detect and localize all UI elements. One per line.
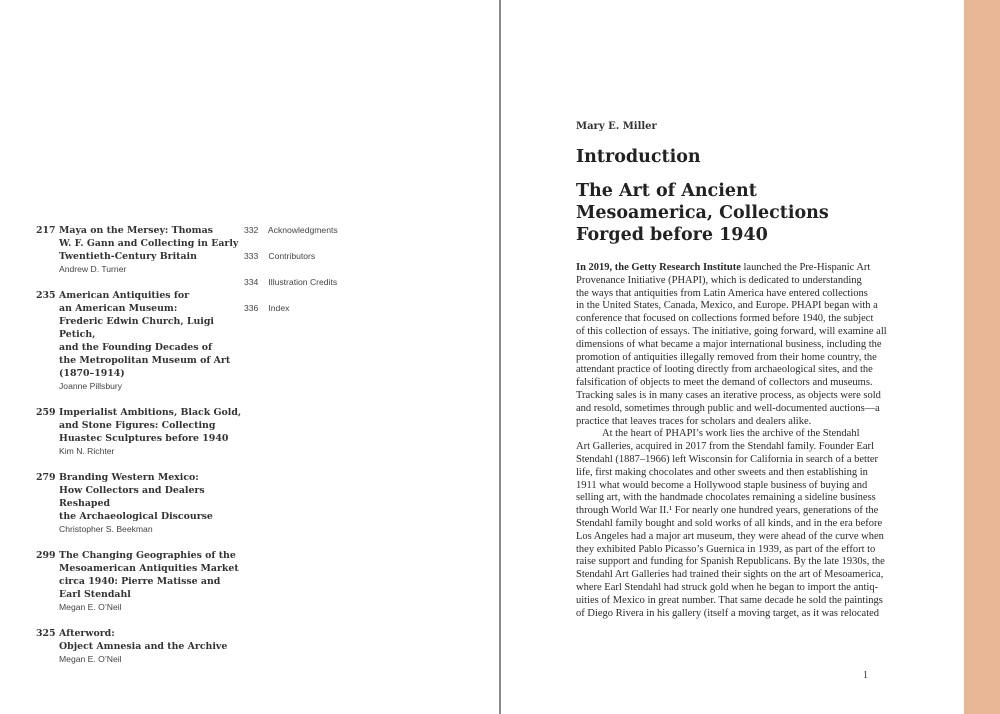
toc-page-number: 325 — [36, 628, 56, 639]
toc-chapter-title: Branding Western Mexico: How Collectors and Dealers Reshaped the Archaeological Discourse — [59, 472, 213, 522]
toc-page-number: 259 — [36, 407, 56, 418]
toc-chapter-author: Christopher S. Beekman — [59, 524, 153, 534]
toc-chapter-author: Joanne Pillsbury — [59, 381, 123, 391]
toc-back-label: Index — [268, 303, 290, 313]
lead-in-text: In 2019, the Getty Research Institute — [576, 262, 741, 273]
body-line: in the United States, Canada, Mexico, and Europe. PHAPI began with a — [576, 300, 878, 312]
toc-back-label: Acknowledgments — [267, 225, 338, 235]
toc-chapter-author: Kim N. Richter — [59, 446, 115, 456]
body-line: attendant practice of looting directly from archaeological sites, and the — [576, 364, 873, 376]
body-line: Provenance Initiative (PHAPI), which is dedicated to understanding — [576, 274, 862, 286]
toc-entry[interactable] — [36, 289, 246, 392]
body-line: Los Angeles had a major art museum, they were ahead of the curve when — [576, 530, 884, 542]
toc-page-number: 279 — [36, 472, 56, 483]
toc-back-label: Illustration Credits — [268, 277, 338, 287]
table-of-contents — [36, 224, 246, 679]
body-line: practice that leaves traces for scholars and dealers alike. — [576, 415, 812, 427]
body-line: where Earl Stendahl had struck gold when he began to import the antiq- — [576, 581, 879, 593]
right-page — [501, 0, 964, 714]
toc-page-number: 333 — [244, 251, 259, 261]
body-line: Tracking sales is in many cases an iterative process, as objects were sold — [576, 389, 881, 401]
body-line: of Diego Rivera in his gallery (itself a moving target, as it was relocated — [576, 607, 880, 619]
left-page — [0, 0, 499, 714]
toc-chapter-title: Maya on the Mersey: Thomas W. F. Gann and Collecting in Early Twentieth-Century Britain — [59, 225, 239, 262]
body-line: promotion of antiquities illegally removed from their home country, the — [576, 351, 877, 363]
toc-chapter-author: Andrew D. Turner — [59, 264, 127, 274]
chapter-subheading: The Art of Ancient Mesoamerica, Collections Forged before 1940 — [576, 181, 829, 245]
toc-entry[interactable] — [36, 406, 246, 457]
toc-chapter-title: Imperialist Ambitions, Black Gold, and Stone Figures: Collecting Huastec Sculptures before 1940 — [59, 407, 242, 444]
toc-chapter-title: American Antiquities for an American Museum: Frederic Edwin Church, Luigi Petich, and the Founding Decades of the Metropolitan Museum of Art (1870–1914) — [59, 290, 231, 379]
chapter-heading: Introduction — [576, 147, 701, 167]
toc-back-entry[interactable] — [244, 250, 364, 276]
toc-entry[interactable] — [36, 224, 246, 275]
toc-page-number: 336 — [244, 303, 259, 313]
body-line: selling art, with the handmade chocolates remaining a sideline business — [576, 492, 876, 504]
chapter-body-text — [576, 262, 887, 620]
body-line: through World War II.¹ For nearly one hundred years, generations of the — [576, 505, 879, 517]
body-line: and resold, sometimes through public and well-documented auctions—a — [576, 402, 880, 414]
toc-back-label: Contributors — [268, 251, 316, 261]
page-number: 1 — [863, 670, 868, 681]
toc-page-number: 235 — [36, 290, 56, 301]
body-line: In 2019, the Getty Research Institute launched the Pre-Hispanic Art — [576, 262, 871, 273]
toc-back-matter — [244, 224, 364, 328]
body-line: uities of Mexico in great number. That same decade he sold the paintings — [576, 594, 883, 606]
body-line: they exhibited Pablo Picasso’s Guernica in 1939, as part of the effort to — [576, 543, 876, 555]
body-line: Stendahl Art Galleries had trained their sights on the art of Mesoamerica, — [576, 569, 884, 581]
body-line: dimensions of what became a major international business, including the — [576, 338, 882, 350]
body-line: falsification of objects to meet the demand of collectors and museums. — [576, 377, 873, 389]
toc-page-number: 299 — [36, 550, 56, 561]
toc-chapter-author: Megan E. O’Neil — [59, 602, 122, 612]
body-line: Stendahl (1887–1966) left Wisconsin for California in search of a better — [576, 453, 879, 465]
toc-chapter-author: Megan E. O’Neil — [59, 654, 122, 664]
body-line: life, first making chocolates and other sweets and then establishing in — [576, 466, 868, 478]
toc-chapter-title: Afterword: Object Amnesia and the Archive — [59, 628, 228, 652]
body-line: 1911 what would become a Hollywood staple business of buying and — [576, 479, 868, 491]
toc-entry[interactable] — [36, 627, 246, 665]
toc-entry[interactable] — [36, 549, 246, 613]
toc-page-number: 334 — [244, 277, 259, 287]
toc-chapter-title: The Changing Geographies of the Mesoamerican Antiquities Market circa 1940: Pierre Matisse and Earl Stendahl — [59, 550, 239, 600]
toc-page-number: 332 — [244, 225, 259, 235]
body-line: At the heart of PHAPI’s work lies the archive of the Stendahl — [602, 428, 860, 440]
toc-back-entry[interactable] — [244, 276, 364, 302]
edge-color-tab — [964, 0, 1000, 714]
toc-back-entry[interactable] — [244, 224, 364, 250]
body-line: conference that focused on collections formed before 1940, the subject — [576, 313, 874, 325]
toc-entry[interactable] — [36, 471, 246, 535]
chapter-author: Mary E. Miller — [576, 121, 657, 132]
body-line: Art Galleries, acquired in 2017 from the Stendahl family. Founder Earl — [576, 441, 874, 453]
toc-back-entry[interactable] — [244, 302, 364, 328]
body-line: Stendahl family bought and sold works of all kinds, and in the era before — [576, 517, 883, 529]
body-line: of this collection of essays. The initiative, going forward, will examine all — [576, 325, 887, 337]
body-line: the ways that antiquities from Latin America have entered collections — [576, 287, 868, 299]
toc-page-number: 217 — [36, 225, 56, 236]
body-line: raise support and funding for Spanish Republicans. By the late 1930s, the — [576, 556, 885, 568]
